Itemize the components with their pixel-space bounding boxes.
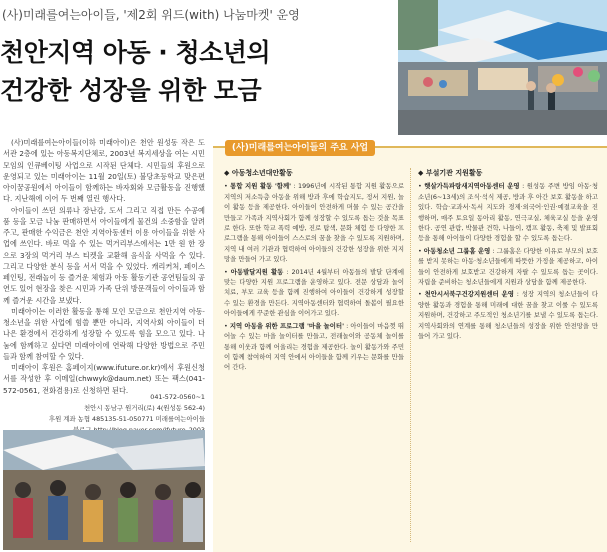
- body-paragraph: 미래아이 후원은 홈페이지(www.ifuture.or.kr)에서 후원신청서를 작성한 후 이메일(chwwyk@daum.net) 또는 팩스(041-572-0561, 전화겸용)로 신청하면 된다.: [3, 363, 205, 395]
- program-item: • 천안시서북구건강지원센터 운영 : 성장 지역의 청소년들이 다양한 활동과 경험을 통해 미래에 대한 꿈을 찾고 이룰 수 있도록 지원하며, 건강하고 주도적인 청소년기를 보낼 수 있도록 돕는다. 지역사회와의 연계를 통해 청소년들의 성장을 위한 안전망을 만들어 가고 있다.: [418, 290, 598, 341]
- body-paragraph: 아이들이 쓰던 의류나 장난감, 도서 그리고 직접 만든 수공예품 등을 모금 나눔 판매하면서 아이들에게 물건의 소중함을 알려주고, 판매한 수익금은 천안 지역아동센터 이용 아이들을 위한 사업에 쓰인다. 바로 먹을 수 있는 먹거리부스에서는 1만 원 한 장으로 3장의 먹거리 부스 티켓을 교환해 음식을 사먹을 수 있다. 그리고 다양한 분식 등을 서서 먹을 수 있었다. 캐리커처, 페이스페인팅, 전래놀이 등 즐거운 체험과 아동 활동기관 공연팀들의 공연도 있어 현장을 찾은 시민과 가족 단위 방문객들이 아이들과 함께 즐거운 시간을 보냈다.: [3, 205, 205, 305]
- body-paragraph: (사)미래를여는아이들(이하 미래아이)은 천안 원성동 작은 도서관 2층에 있는 아동복지단체로, 2003년 복지세상을 여는 시민모임의 인큐베이팅 사업으로 시작된 단체다. 시민들의 후원으로 운영되고 있는 미래아이는 11월 20일(토) 불당초등학교 맞은편 아이꿈공원에서 아이들이 함께하는 바자회와 모금활동을 진행했다. 지난해에 이어 두 번째 열린 행사다.: [3, 138, 205, 204]
- headline-line-1: 천안지역 아동 · 청소년의: [0, 38, 271, 67]
- right-section-title: ◆ 부설기관 지원활동: [418, 169, 483, 177]
- left-section-title: ◆ 아동청소년대안활동: [224, 169, 293, 177]
- market-tents-illustration: [398, 0, 607, 135]
- market-photo-top: [398, 0, 607, 135]
- body-paragraph: 미래아이는 이러한 활동을 통해 모인 모금으로 천안지역 아동·청소년을 위한 사업에 힘쓸 뿐만 아니라, 지역사회 아이들이 더 나은 환경에서 건강하게 성장할 수 있도록 힘을 모으고 있다. 나눔에 함께하고 싶다면 미래아이에 연락해 다양한 방법으로 주민들과 함께 참여할 수 있다.: [3, 306, 205, 361]
- contact-address: 천안시 동남구 원거리(로) 4(원성동 562-4): [84, 404, 205, 412]
- program-item: • 아동청소년 그룹홈 운영 : 그룹홈은 다양한 이유로 부모의 보호를 받지 못하는 아동·청소년들에게 따뜻한 가정을 제공하고, 아이들이 안전하게 보호받고 건강하게 자랄 수 있도록 돕는 곳이다. 자립을 준비하는 청소년들에게 지원과 상담을 함께 제공한다.: [418, 246, 598, 287]
- box-divider: [410, 168, 412, 542]
- contact-phone: 041-572-0560~1: [150, 393, 205, 401]
- crowd-illustration: [3, 430, 205, 550]
- program-item: • 지역 아동을 위한 프로그램 '마을 놀이터' : 아이들이 마음껏 뛰어놀 수 있는 마을 놀이터를 만들고, 전래놀이와 공동체 놀이를 통해 이웃과 함께 어울리는 경험을 제공한다. 놀이 활동가와 주민이 함께 참여하여 지역 안에서 아이들을 함께 키우는 문화를 만들어 간다.: [224, 321, 404, 372]
- article-body: [3, 137, 205, 396]
- contact-account: 후원 계좌 농협 485135-51-050771 미래를여는아이들: [48, 415, 205, 423]
- programs-left-column: [224, 168, 404, 375]
- article-headline: [0, 34, 395, 110]
- programs-box-title: (사)미래를여는아이들의 주요 사업: [225, 140, 375, 156]
- program-item: • 아동발달지원 활동 : 2014년 4월부터 아동들의 발달 단계에 맞는 다양한 지원 프로그램을 운영하고 있다. 전문 상담과 놀이 치료, 부모 교육 등을 함께 진행하여 아이들이 건강하게 성장할 수 있는 환경을 만든다. 지역아동센터와 협력하여 돌봄이 필요한 아이들에게 꾸준한 관심을 이어가고 있다.: [224, 267, 404, 318]
- program-item: • 햇살가득파랑새지역아동센터 운영 : 원성동 주변 방임 아동·청소년(6~13세)의 조식·석식 제공, 방과 후 아간 보호 활동을 하고 있다. 학습·교과서·독서 지도와 경제·외국어·인권·예절교육을 진행하며, 매주 토요일 동아리 활동, 연극교실, 체육교실 등을 운영한다. 공연 관람, 박물관 견학, 나들이, 캠프 활동, 축제 및 발표회 등을 통해 아이들이 다양한 경험을 할 수 있도록 돕는다.: [418, 182, 598, 243]
- headline-line-2: 건강한 성장을 위한 모금: [0, 76, 262, 105]
- programs-right-column: [418, 168, 598, 344]
- article-kicker: (사)미래를여는아이들, '제2회 위드(with) 나눔마켓' 운영: [2, 8, 300, 22]
- program-item: • 통합 지원 활동 '함께' : 1996년에 시작된 통합 지원 활동으로 지역의 저소득층 아동을 위해 방과 후에 학습지도, 정서 지원, 놀이 활동 등을 제공한다. 아이들이 안전하게 머물 수 있는 공간을 만들고 가족과 지역사회가 함께 성장할 수 있도록 돕는 것을 목표로 한다. 또한 학교 폭력 예방, 진로 탐색, 문화 체험 등 다양한 프로그램을 통해 아이들이 스스로의 꿈을 찾을 수 있도록 지원하며, 지역 내 여러 기관과 협력하여 아이들의 건강한 성장을 위한 지지망을 만들어 가고 있다.: [224, 182, 404, 264]
- market-photo-bottom: [3, 430, 205, 550]
